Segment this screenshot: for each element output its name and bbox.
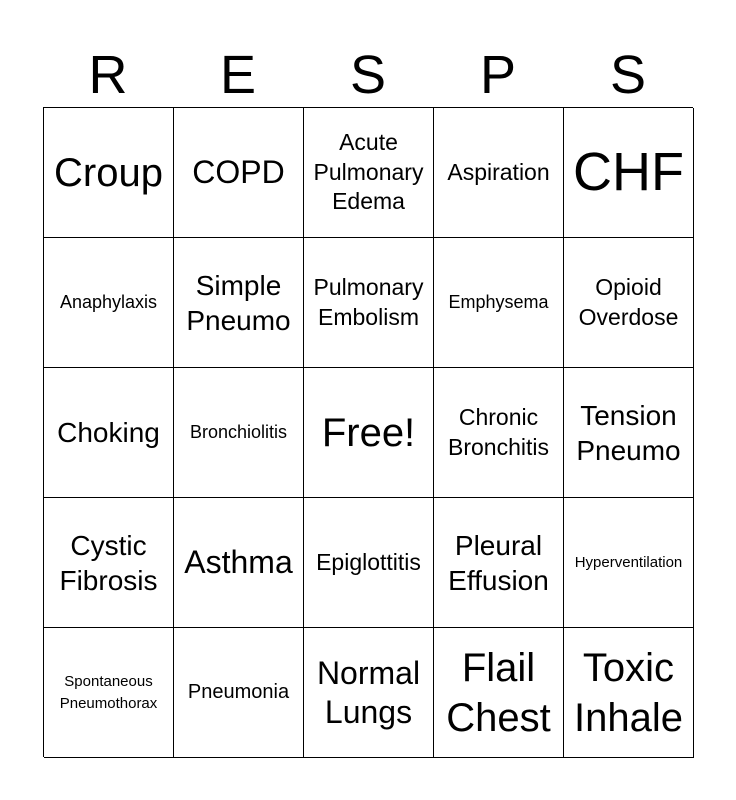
bingo-cell[interactable] (564, 368, 694, 498)
bingo-cell[interactable] (564, 498, 694, 628)
header-letter: S (609, 45, 647, 105)
cell-label: Bronchiolitis (189, 421, 288, 442)
cell-label: CHF (573, 142, 684, 203)
cell-label: Choking (57, 417, 160, 448)
bingo-cell[interactable] (434, 108, 564, 238)
bingo-cell[interactable] (564, 108, 694, 238)
cell-label: Epiglottitis (316, 548, 421, 575)
bingo-cell[interactable] (564, 238, 694, 368)
cell-label: Normal Lungs (316, 655, 421, 730)
bingo-cell[interactable] (304, 238, 434, 368)
cell-label: Acute Pulmonary Edema (313, 128, 424, 215)
cell-label: Cystic Fibrosis (59, 529, 158, 596)
bingo-cell[interactable] (434, 368, 564, 498)
cell-label: Hyperventilation (574, 553, 683, 571)
bingo-cell[interactable] (174, 238, 304, 368)
cell-label: COPD (192, 154, 285, 191)
cell-label: Croup (54, 150, 163, 195)
cell-label: Pulmonary Embolism (313, 273, 424, 330)
bingo-cell[interactable] (174, 108, 304, 238)
cell-label: Opioid Overdose (578, 273, 679, 330)
header-letter: P (479, 45, 517, 105)
cell-label: Aspiration (447, 158, 550, 185)
bingo-cell[interactable] (44, 368, 174, 498)
cell-label: Pneumonia (187, 681, 290, 703)
cell-label: Chronic Bronchitis (448, 403, 549, 460)
cell-label: Pleural Effusion (448, 529, 549, 596)
bingo-cell[interactable] (304, 498, 434, 628)
cell-label: Asthma (184, 544, 293, 581)
bingo-cell[interactable] (44, 628, 174, 758)
bingo-cell[interactable] (564, 628, 694, 758)
header-letter: R (88, 45, 128, 105)
bingo-cell[interactable] (174, 628, 304, 758)
bingo-grid (43, 107, 693, 757)
bingo-cell[interactable] (174, 368, 304, 498)
bingo-cell[interactable] (434, 498, 564, 628)
bingo-cell[interactable] (304, 628, 434, 758)
bingo-cell[interactable] (44, 238, 174, 368)
cell-label: Spontaneous Pneumothorax (59, 672, 158, 712)
free-space-cell[interactable] (304, 368, 434, 498)
bingo-cell[interactable] (434, 238, 564, 368)
cell-label: Anaphylaxis (59, 291, 158, 312)
header-letter: S (349, 45, 387, 105)
cell-label: Simple Pneumo (186, 269, 291, 336)
free-space-label: Free! (321, 410, 416, 455)
bingo-cell[interactable] (174, 498, 304, 628)
bingo-cell[interactable] (44, 498, 174, 628)
cell-label: Toxic Inhale (574, 645, 683, 740)
cell-label: Tension Pneumo (576, 399, 681, 466)
bingo-header (43, 42, 693, 108)
cell-label: Emphysema (448, 291, 549, 312)
bingo-cell[interactable] (44, 108, 174, 238)
bingo-cell[interactable] (434, 628, 564, 758)
header-letter: E (219, 45, 257, 105)
bingo-cell[interactable] (304, 108, 434, 238)
cell-label: Flail Chest (446, 645, 551, 740)
